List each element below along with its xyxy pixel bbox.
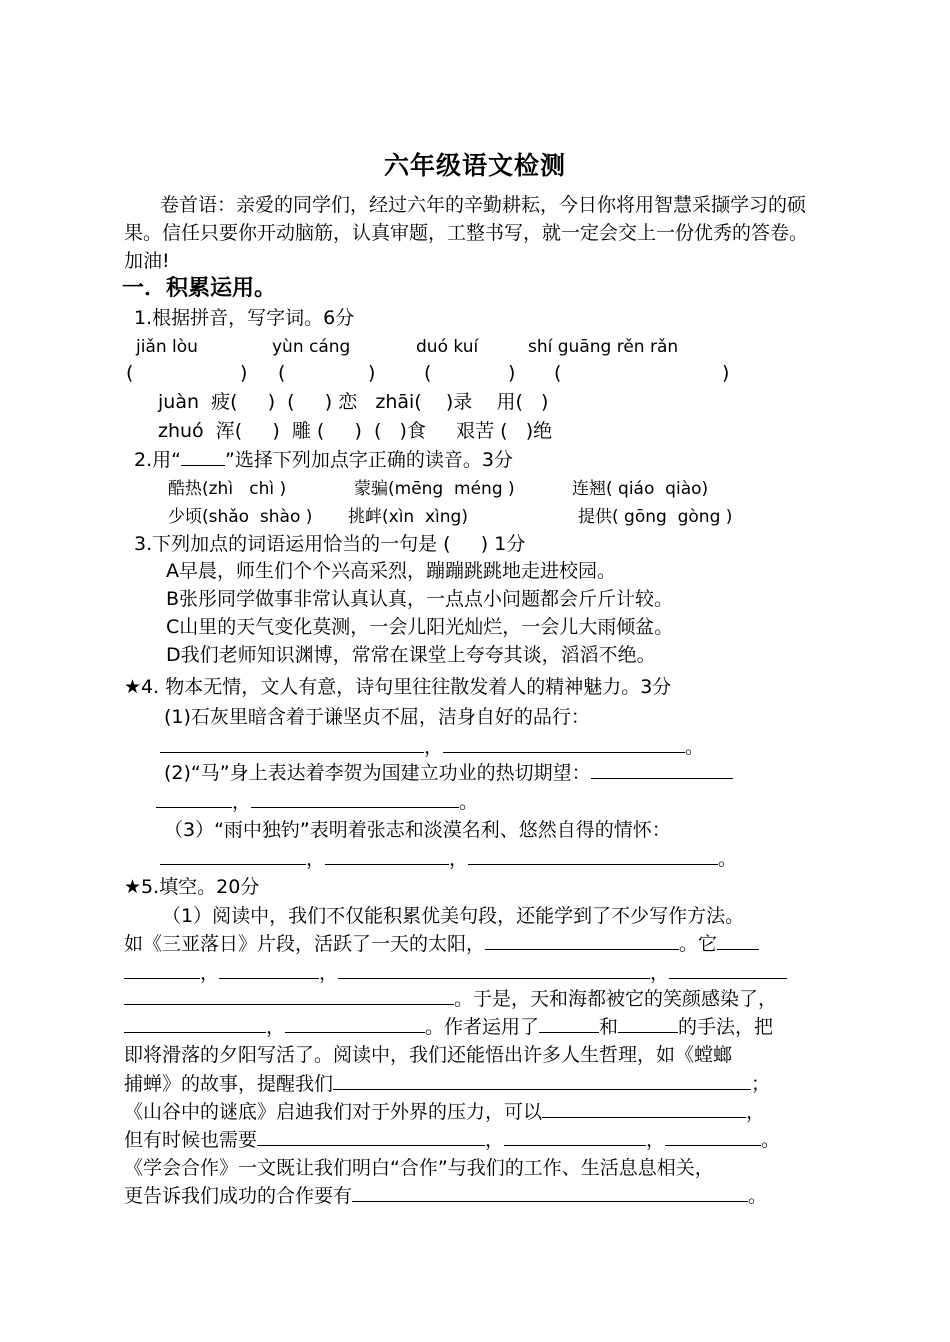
preface-line-1: 卷首语：亲爱的同学们，经过六年的辛勤耕耘，今日你将用智慧采撷学习的硕 (160, 194, 807, 216)
q2-item-4: 少顷(shǎo shào ) (168, 507, 313, 527)
answer-blank[interactable] (124, 986, 454, 1005)
q5-line-3: ， ， ， (124, 960, 787, 986)
q3-stem: 3.下列加点的词语运用恰当的一句是 ( ) 1分 (134, 533, 526, 555)
answer-blank[interactable] (160, 734, 424, 753)
q4-stem: ★4. 物本无情，文人有意，诗句里往往散发着人的精神魅力。3分 (124, 676, 672, 698)
answer-blank[interactable] (504, 1127, 646, 1146)
answer-blank[interactable] (468, 846, 718, 865)
answer-blank[interactable] (325, 846, 449, 865)
answer-blank[interactable] (124, 1014, 266, 1033)
q2-stem: 2.用“ ”选择下列加点字正确的读音。3分 (134, 449, 513, 471)
q5-line-6: 即将滑落的夕阳写活了。阅读中，我们还能悟出许多人生哲理，如《螳螂 (124, 1044, 733, 1066)
q2-item-2: 蒙骗(mēng méng ) (354, 479, 515, 499)
answer-blank[interactable] (539, 1014, 599, 1033)
q3-option-d: D我们老师知识渊博，常常在课堂上夸夸其谈，滔滔不绝。 (166, 644, 656, 666)
q1-pinyin-2: yùn cáng (272, 337, 351, 357)
q4-part-3: （3）“雨中独钓”表明着张志和淡漠名利、悠然自得的情怀： (164, 819, 671, 841)
answer-blank[interactable] (251, 789, 459, 808)
answer-blank[interactable] (160, 846, 306, 865)
section-heading: 一．积累运用。 (122, 276, 277, 301)
answer-blank[interactable] (669, 960, 787, 979)
answer-blank[interactable] (717, 931, 759, 950)
q4-part-2: (2)“马”身上表达着李贺为国建立功业的热切期望： (164, 760, 733, 786)
q1-paren-close-1: ) (240, 362, 248, 384)
q4-part-3-answer: ， ， 。 (160, 846, 737, 872)
q5-line-11: 更告诉我们成功的合作要有 。 (124, 1185, 768, 1207)
q5-line-10: 《学会合作》一文既让我们明白“合作”与我们的工作、生活息息相关， (124, 1157, 714, 1179)
q1-paren-open-1: ( (126, 362, 134, 384)
q1-pinyin-3: duó kuí (416, 337, 479, 357)
q1-paren-open-3: ( (424, 362, 432, 384)
answer-blank[interactable] (124, 960, 200, 979)
page-title: 六年级语文检测 (383, 151, 566, 180)
q1-pinyin-4: shí guāng rěn rǎn (528, 337, 679, 357)
q1-paren-close-3: ) (508, 362, 516, 384)
answer-blank[interactable] (665, 1127, 761, 1146)
q2-item-3: 连翘( qiáo qiào) (572, 479, 709, 499)
preface-line-3: 加油! (124, 250, 170, 272)
answer-blank[interactable] (181, 447, 225, 466)
q5-line-5: ， 。作者运用了 和 的手法，把 (124, 1014, 773, 1040)
q1-paren-open-2: ( (278, 362, 286, 384)
q2-item-1: 酷热(zhì chì ) (168, 479, 287, 499)
q2-item-5: 挑衅(xìn xìng) (348, 507, 468, 527)
q1-stem: 1.根据拼音，写字词。6分 (134, 307, 355, 329)
q5-line-9: 但有时候也需要 ， ， 。 (124, 1129, 781, 1151)
answer-blank[interactable] (542, 1099, 746, 1118)
q1-row-2: juàn 疲( ) ( ) 恋 zhāi( )录 用( ) (158, 391, 549, 413)
preface-line-2: 果。信任只要你开动脑筋，认真审题，工整书写，就一定会交上一份优秀的答卷。 (124, 222, 809, 244)
q1-paren-close-2: ) (368, 362, 376, 384)
answer-blank[interactable] (618, 1014, 678, 1033)
q3-option-a: A早晨，师生们个个兴高采烈，蹦蹦跳跳地走进校园。 (166, 560, 616, 582)
q4-part-2-answer: ， 。 (156, 789, 478, 815)
answer-blank[interactable] (257, 1127, 485, 1146)
q1-row-3: zhuó 浑( ) 雕 ( ) ( )食 艰苦 ( )绝 (158, 420, 553, 442)
answer-blank[interactable] (443, 734, 685, 753)
q3-option-c: C山里的天气变化莫测，一会儿阳光灿烂，一会儿大雨倾盆。 (166, 616, 674, 638)
q5-line-2: 如《三亚落日》片段，活跃了一天的太阳， 。它 (124, 931, 759, 957)
q4-part-1: (1)石灰里暗含着于谦坚贞不屈，洁身自好的品行： (164, 706, 590, 728)
q5-stem: ★5.填空。20分 (124, 876, 260, 898)
answer-blank[interactable] (485, 931, 679, 950)
q1-pinyin-1: jiǎn lòu (136, 337, 198, 357)
answer-blank[interactable] (285, 1014, 425, 1033)
answer-blank[interactable] (591, 760, 733, 779)
q5-line-8: 《山谷中的谜底》启迪我们对于外界的压力，可以 ， (124, 1101, 766, 1123)
q5-line-1: （1）阅读中，我们不仅能积累优美句段，还能学到了不少写作方法。 (162, 905, 745, 927)
q5-line-4: 。于是，天和海都被它的笑颜感染了， (124, 986, 777, 1012)
q1-paren-open-4: ( (554, 362, 562, 384)
q1-paren-close-4: ) (722, 362, 730, 384)
answer-blank[interactable] (338, 960, 650, 979)
answer-blank[interactable] (352, 1183, 748, 1202)
q4-part-1-answer: ， 。 (160, 734, 704, 760)
answer-blank[interactable] (333, 1071, 751, 1090)
answer-blank[interactable] (156, 789, 232, 808)
q3-option-b: B张彤同学做事非常认真认真，一点点小问题都会斤斤计较。 (166, 588, 674, 610)
q2-item-6: 提供( gōng gòng ) (578, 507, 733, 527)
q5-line-7: 捕蝉》的故事，提醒我们 ； (124, 1073, 771, 1095)
answer-blank[interactable] (219, 960, 319, 979)
